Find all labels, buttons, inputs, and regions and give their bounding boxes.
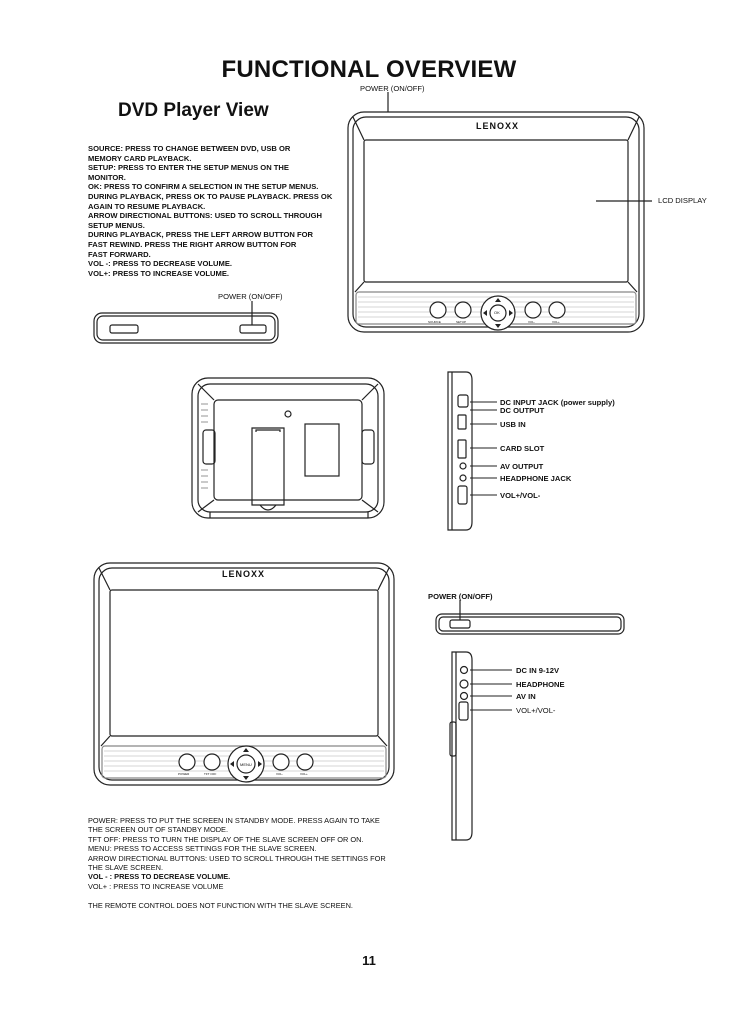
desc-line: MEMORY CARD PLAYBACK.	[88, 153, 192, 163]
slave-side-view	[450, 652, 512, 840]
port-label-dc-input: DC INPUT JACK (power supply)	[500, 398, 615, 407]
power-top-label: POWER (ON/OFF)	[360, 84, 425, 93]
slave-description	[88, 816, 428, 910]
brand-logo: LENOXX	[476, 121, 520, 131]
port-label-dc-output: DC OUTPUT	[500, 406, 545, 415]
slave-vol-minus-label: VOL-	[276, 772, 284, 776]
desc-line: OK: PRESS TO CONFIRM A SELECTION IN THE SETUP MENUS.	[88, 182, 319, 192]
section-title: DVD Player View	[118, 100, 269, 121]
port-label-av-output: AV OUTPUT	[500, 462, 544, 471]
slave-port-vol: VOL+/VOL-	[516, 706, 556, 715]
slave-vol-plus-label: VOL+	[300, 772, 308, 776]
dvd-player-side-view	[448, 372, 497, 530]
slave-desc-spacer	[88, 891, 428, 900]
brand-logo-slave: LENOXX	[222, 569, 266, 579]
source-button	[430, 302, 446, 318]
port-label-usb-in: USB IN	[500, 420, 526, 429]
dvd-player-rear-view	[192, 378, 384, 518]
desc-line: SOURCE: PRESS TO CHANGE BETWEEN DVD, USB OR	[88, 144, 291, 153]
lcd-display-label: LCD DISPLAY	[658, 196, 707, 205]
power-slave-label: POWER (ON/OFF)	[428, 592, 493, 601]
page-title: FUNCTIONAL OVERVIEW	[221, 56, 517, 83]
port-label-vol: VOL+/VOL-	[500, 491, 541, 500]
source-button-label: SOURCE	[428, 320, 441, 324]
slave-power-label: POWER	[178, 772, 190, 776]
vol-minus-button	[525, 302, 541, 318]
vol-minus-label: VOL-	[528, 320, 536, 324]
slave-port-dc-in: DC IN 9-12V	[516, 666, 560, 675]
slave-port-av-in: AV IN	[516, 692, 536, 701]
slave-desc-line: THE SLAVE SCREEN.	[88, 863, 164, 873]
desc-line: MONITOR.	[88, 172, 126, 182]
slave-desc-line: VOL+ : PRESS TO INCREASE VOLUME	[88, 881, 224, 891]
dvd-player-top-view	[94, 301, 278, 343]
slave-menu-label: MENU	[240, 762, 252, 767]
setup-button-label: SETUP	[456, 320, 467, 324]
slave-desc-line: THE SCREEN OUT OF STANDBY MODE.	[88, 825, 229, 835]
desc-line: FAST REWIND. PRESS THE RIGHT ARROW BUTTON FOR	[88, 239, 297, 249]
vol-plus-button	[549, 302, 565, 318]
slave-port-headphone: HEADPHONE	[516, 680, 565, 689]
port-label-card-slot: CARD SLOT	[500, 444, 545, 453]
slave-top-view	[436, 600, 624, 634]
desc-line: VOL+: PRESS TO INCREASE VOLUME.	[88, 268, 229, 278]
port-label-headphone: HEADPHONE JACK	[500, 474, 572, 483]
slave-desc-line: POWER: PRESS TO PUT THE SCREEN IN STANDBY MODE. PRESS AGAIN TO TAKE	[88, 816, 380, 825]
desc-line: AGAIN TO RESUME PLAYBACK.	[88, 201, 206, 211]
slave-screen-front	[94, 563, 394, 785]
slave-desc-line: MENU: PRESS TO ACCESS SETTINGS FOR THE SLAVE SCREEN.	[88, 844, 317, 854]
slave-desc-line: ARROW DIRECTIONAL BUTTONS: USED TO SCROLL THROUGH THE SETTINGS FOR	[88, 853, 386, 863]
slave-desc-line: VOL - : PRESS TO DECREASE VOLUME.	[88, 872, 231, 882]
dvd-description	[88, 144, 356, 278]
slave-tft-off-label: TFT OFF	[204, 772, 217, 776]
desc-line: DURING PLAYBACK, PRESS THE LEFT ARROW BUTTON FOR	[88, 230, 314, 240]
slave-desc-line: TFT OFF: PRESS TO TURN THE DISPLAY OF THE SLAVE SCREEN OFF OR ON.	[88, 834, 364, 844]
setup-button	[455, 302, 471, 318]
page-number: 11	[362, 953, 376, 968]
slave-desc-line: THE REMOTE CONTROL DOES NOT FUNCTION WITH THE SLAVE SCREEN.	[88, 900, 353, 910]
desc-line: ARROW DIRECTIONAL BUTTONS: USED TO SCROLL THROUGH	[88, 211, 323, 221]
desc-line: SETUP: PRESS TO ENTER THE SETUP MENUS ON THE	[88, 163, 289, 173]
vol-plus-label: VOL+	[552, 320, 560, 324]
desc-line: DURING PLAYBACK, PRESS OK TO PAUSE PLAYBACK. PRESS OK	[88, 191, 333, 201]
desc-line: SETUP MENUS.	[88, 220, 145, 230]
ok-button-label: OK	[494, 310, 500, 315]
desc-line: FAST FORWARD.	[88, 249, 151, 259]
power-side-label: POWER (ON/OFF)	[218, 292, 283, 301]
desc-line: VOL -: PRESS TO DECREASE VOLUME.	[88, 259, 233, 269]
